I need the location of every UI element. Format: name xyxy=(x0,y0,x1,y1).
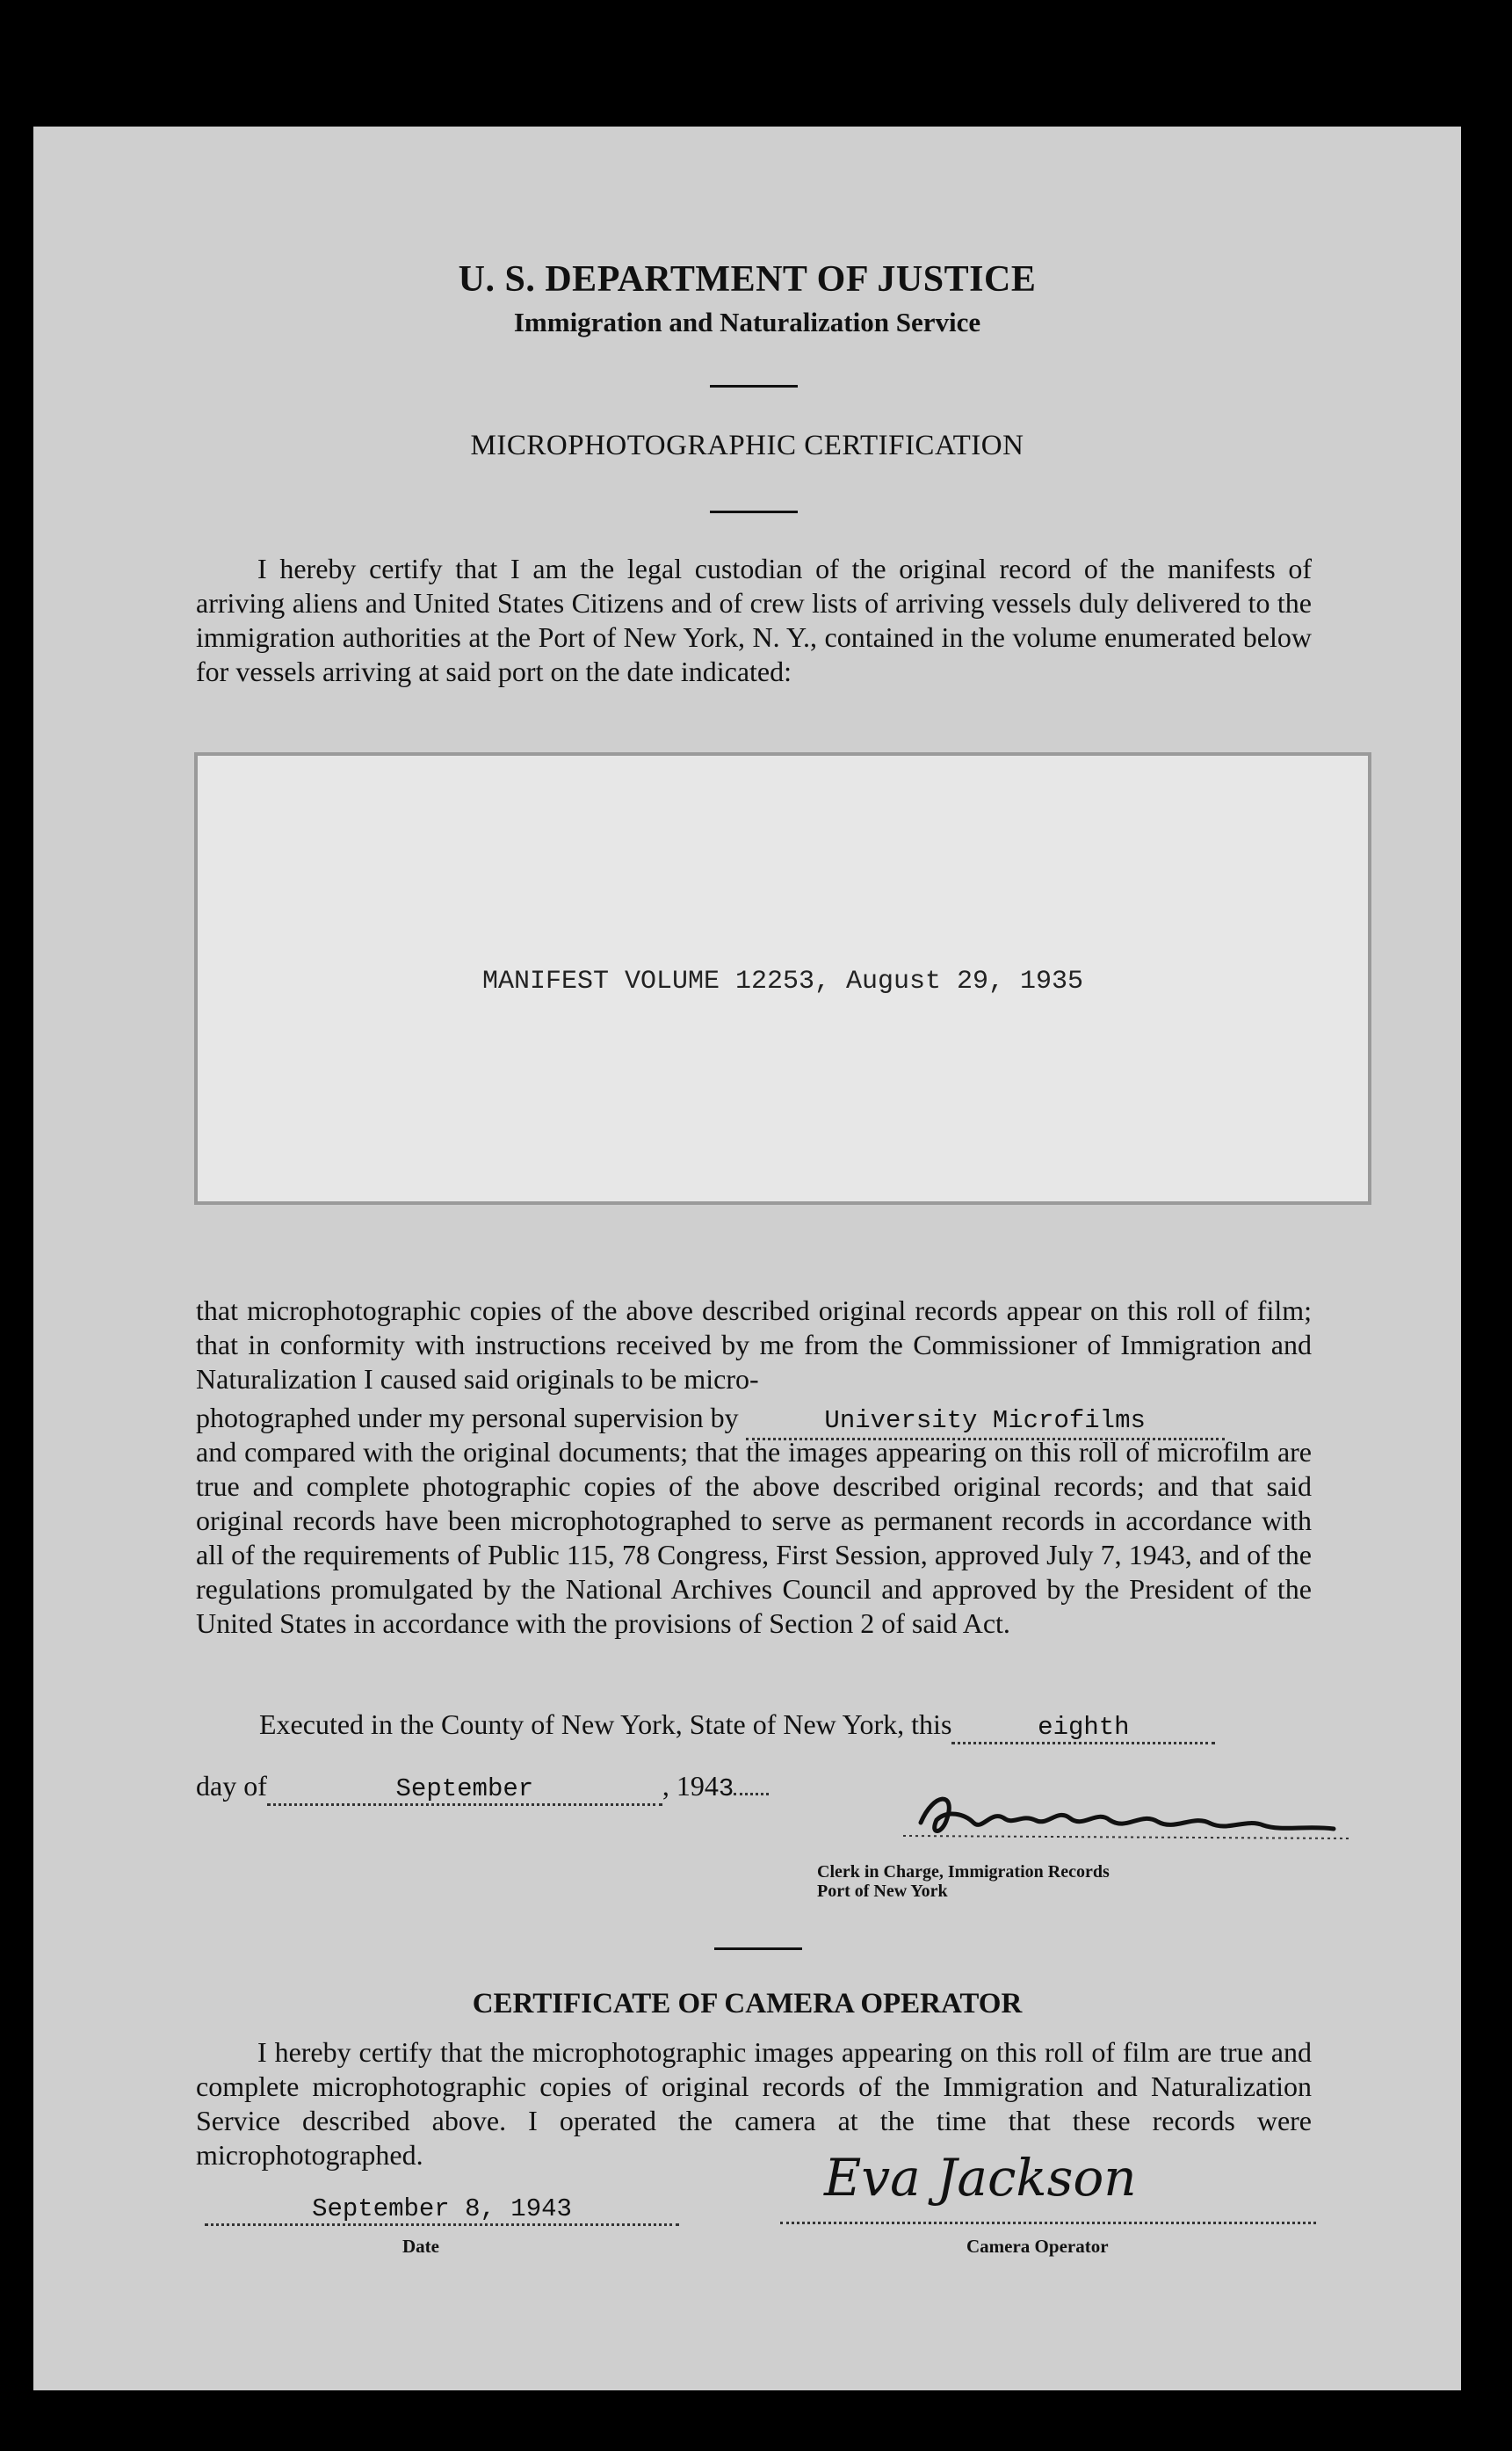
execution-day-field: eighth xyxy=(951,1713,1215,1744)
certificate-page xyxy=(33,127,1461,2390)
camera-date-label: Date xyxy=(402,2236,439,2257)
clerk-title-line1: Clerk in Charge, Immigration Records xyxy=(817,1862,1110,1882)
department-heading: U. S. DEPARTMENT OF JUSTICE xyxy=(458,259,1037,300)
volume-text: MANIFEST VOLUME 12253, August 29, 1935 xyxy=(481,967,1084,997)
divider-top xyxy=(710,385,798,388)
camera-paragraph: I hereby certify that the microphotographic images appearing on this roll of film are true and complete microphotographic copies of original records of the Immigration and Naturalization Service described above. I operated the camera at the time that these records were microphotographed. xyxy=(196,2036,1312,2171)
day-of-line xyxy=(196,1770,769,1806)
camera-date-field: September 8, 1943 xyxy=(205,2194,679,2226)
intro-paragraph: I hereby certify that I am the legal custodian of the original record of the manifests of arriving aliens and United States Citizens and of crew lists of arriving vessels duly delivered to the immigration authorities at the Port of New York, N. Y., contained in the volume enumerated below for vessels arriving at said port on the date indicated: xyxy=(196,553,1312,687)
camera-date-line xyxy=(205,2190,679,2226)
body-paragraph-end: and compared with the original documents; that the images appearing on this roll of microfilm are true and complete photographic copies of the above described original records; and that said original records have been microphotographed to serve as permanent records in accordance with all of the requirements of Public 115, 78 Congress, First Session, approved July 7, 1943, and of the regulations promulgated by the National Archives Council and approved by the President of the United States in accordance with the provisions of Section 2 of said Act. xyxy=(196,1436,1312,1639)
year-dots xyxy=(734,1793,769,1795)
year-prefix: , 194 xyxy=(662,1770,719,1802)
divider-mid xyxy=(710,511,798,513)
executed-prefix: Executed in the County of New York, State of New York, this xyxy=(259,1708,952,1740)
divider-bottom xyxy=(714,1947,802,1950)
execution-month-field: September xyxy=(267,1774,662,1806)
supervisor-field: University Microfilms xyxy=(746,1403,1225,1440)
certification-title: MICROPHOTOGRAPHIC CERTIFICATION xyxy=(470,430,1024,461)
camera-operator-label: Camera Operator xyxy=(966,2236,1109,2257)
day-of-label: day of xyxy=(196,1770,267,1802)
body-paragraph-start: that microphotographic copies of the above described original records appear on this roll of film; that in conformity with instructions received by me from the Commissioner of Immigration and Naturalization I caused said originals to be micro- xyxy=(196,1294,1312,1395)
year-suffix: 3 xyxy=(718,1774,734,1803)
clerk-title-line2: Port of New York xyxy=(817,1882,948,1901)
volume-box xyxy=(194,752,1371,1205)
supervision-prefix: photographed under my personal supervision by xyxy=(196,1402,739,1433)
camera-operator-dots xyxy=(780,2222,1316,2224)
clerk-signature xyxy=(894,1783,1369,1853)
camera-certificate-title: CERTIFICATE OF CAMERA OPERATOR xyxy=(472,1988,1023,2020)
executed-line xyxy=(259,1708,1215,1744)
service-subheading: Immigration and Naturalization Service xyxy=(513,307,981,337)
camera-operator-signature: Eva Jackson xyxy=(824,2148,1137,2208)
